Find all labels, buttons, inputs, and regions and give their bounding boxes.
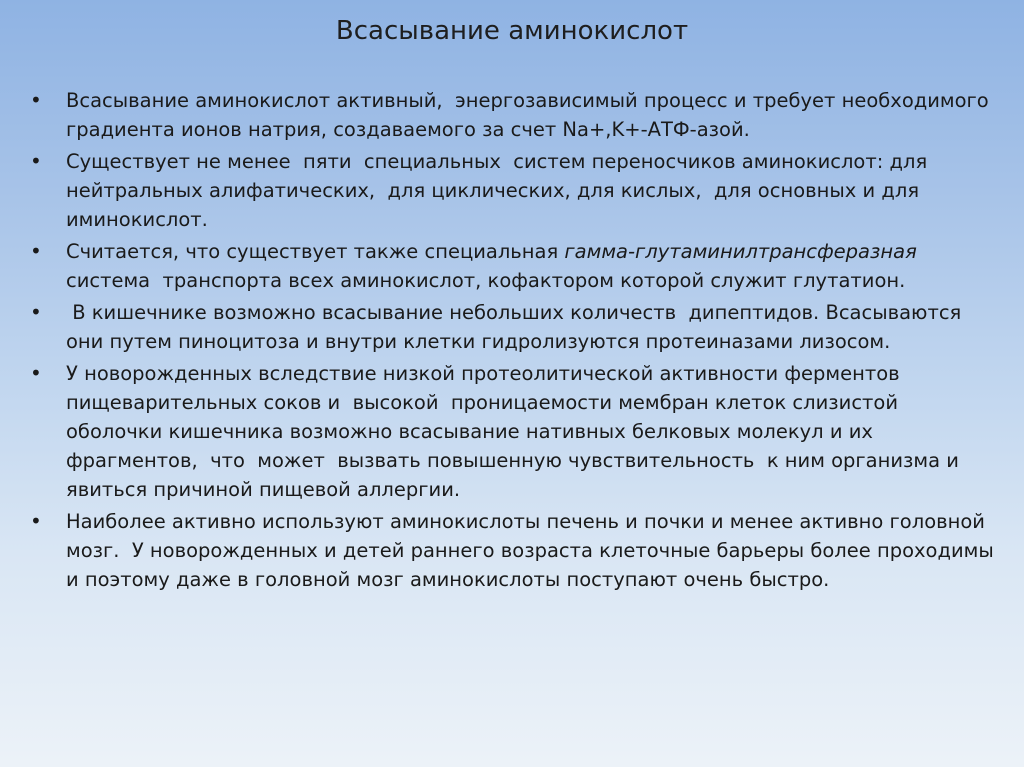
bullet-text: Наиболее активно используют аминокислоты печень и почки и менее активно головной мозг. У новорожденных и детей раннего возраста клеточные барьеры более проходимы и поэтому даже в головной мозг аминокислоты поступают очень быстро. [66,510,1000,591]
bullet-dot-icon: • [30,88,42,112]
slide-title: Всасывание аминокислот [335,16,689,46]
bullet-item-5 [30,359,998,504]
bullet-item-2 [30,147,998,234]
bullet-dot-icon: • [30,239,42,263]
bullet-text: Существует не менее пяти специальных систем переносчиков аминокислот: для нейтральных алифатических, для циклических, для кислых, для основных и для иминокислот. [66,150,940,231]
bullet-text-part: Считается, что существует также специальная [66,240,565,263]
bullet-dot-icon: • [30,149,42,173]
bullet-item-3 [30,237,998,295]
bullet-text: У новорожденных вследствие низкой протеолитической активности ферментов пищеварительных соков и высокой проницаемости мембран клеток слизистой оболочки кишечника возможно всасывание нативных белковых молекул и их фрагментов, что может вызвать повышенную чувствительность к ним организма и явиться причиной пищевой аллергии. [66,362,966,501]
bullet-item-1 [30,86,998,144]
bullet-text [66,240,923,292]
bullet-item-6 [30,507,998,594]
bullet-item-4 [30,298,998,356]
bullet-text: Всасывание аминокислот активный, энергозависимый процесс и требует необходимого градиента ионов натрия, создаваемого за счет Na+,K+-АТФ-азой. [66,89,995,141]
bullet-dot-icon: • [30,509,42,533]
bullet-list [30,86,998,597]
bullet-dot-icon: • [30,300,42,324]
bullet-text: В кишечнике возможно всасывание небольших количеств дипептидов. Всасываются они путем пиноцитоза и внутри клетки гидролизуются протеиназами лизосом. [66,301,968,353]
bullet-text-part: система транспорта всех аминокислот, кофактором которой служит глутатион. [66,240,924,292]
bullet-text-italic: гамма-глутаминилтрансферазная [564,240,917,263]
bullet-dot-icon: • [30,361,42,385]
